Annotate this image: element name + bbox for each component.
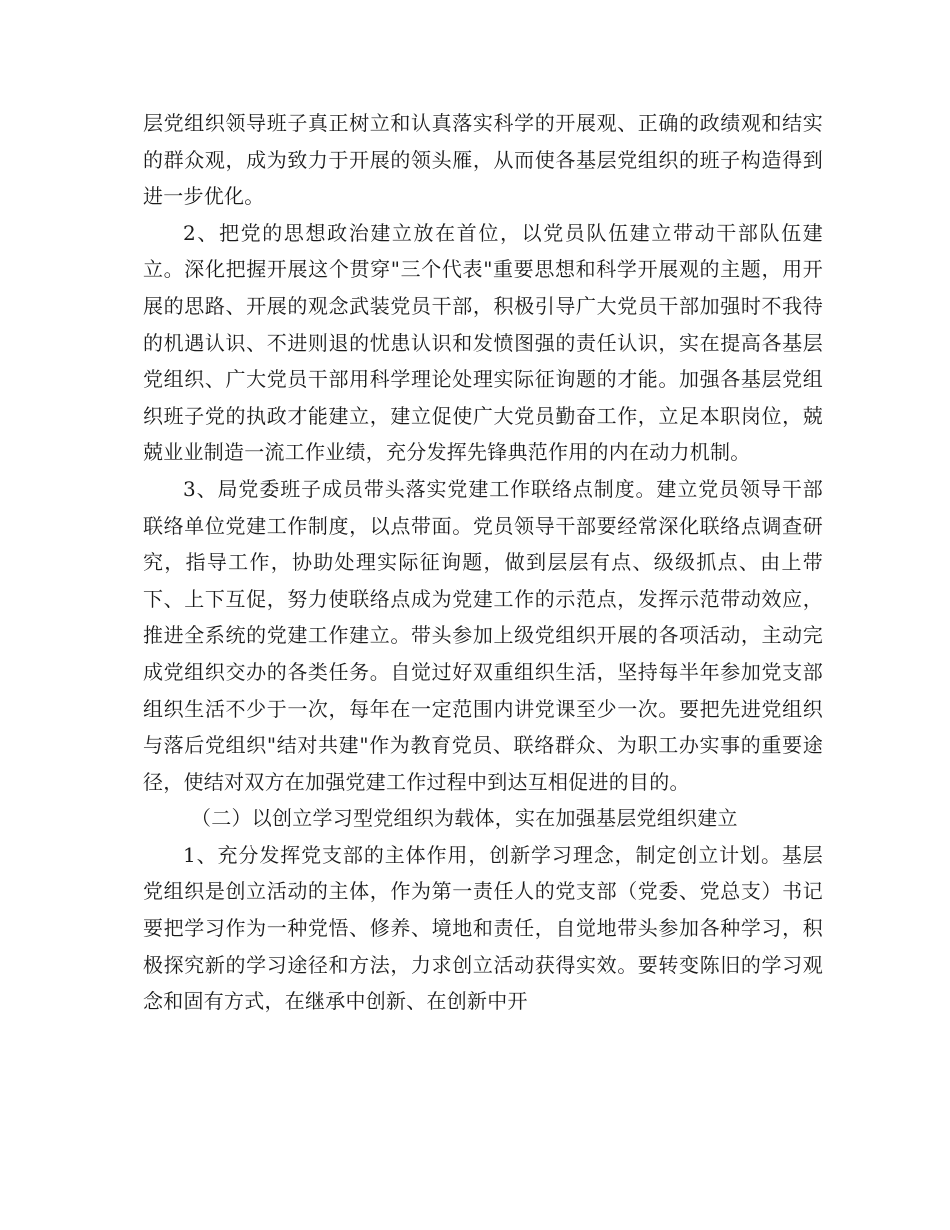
paragraph-continuation: 层党组织领导班子真正树立和认真落实科学的开展观、正确的政绩观和结实的群众观，成为致力于开展的领头雁，从而使各基层党组织的班子构造得到进一步优化。 bbox=[143, 111, 823, 209]
document-body bbox=[143, 105, 823, 1020]
section-heading-2: （二）以创立学习型党组织为载体，实在加强基层党组织建立 bbox=[191, 806, 738, 831]
paragraph-item-3: 3、局党委班子成员带头落实党建工作联络点制度。建立党员领导干部联络单位党建工作制度，以点带面。党员领导干部要经常深化联络点调查研究，指导工作，协助处理实际征询题，做到层层有点、级级抓点、由上带下、上下互促，努力使联络点成为党建工作的示范点，发挥示范带动效应，推进全系统的党建工作建立。带头参加上级党组织开展的各项活动，主动完成党组织交办的各类任务。自觉过好双重组织生活，坚持每半年参加党支部组织生活不少于一次，每年在一定范围内讲党课至少一次。要把先进党组织与落后党组织"结对共建"作为教育党员、联络群众、为职工办实事的重要途径，使结对双方在加强党建工作过程中到达互相促进的目的。 bbox=[143, 476, 823, 794]
paragraph-item-2: 2、把党的思想政治建立放在首位，以党员队伍建立带动干部队伍建立。深化把握开展这个贯穿"三个代表"重要思想和科学开展观的主题，用开展的思路、开展的观念武装党员干部，积极引导广大党员干部加强时不我待的机遇认识、不进则退的忧患认识和发愤图强的责任认识，实在提高各基层党组织、广大党员干部用科学理论处理实际征询题的才能。加强各基层党组织班子党的执政才能建立，建立促使广大党员勤奋工作，立足本职岗位，兢兢业业制造一流工作业绩，充分发挥先锋典范作用的内在动力机制。 bbox=[143, 220, 823, 465]
paragraph-sub-item-1: 1、充分发挥党支部的主体作用，创新学习理念，制定创立计划。基层党组织是创立活动的主体，作为第一责任人的党支部（党委、党总支）书记要把学习作为一种党悟、修养、境地和责任，自觉地带头参加各种学习，积极探究新的学习途径和方法，力求创立活动获得实效。要转变陈旧的学习观念和固有方式，在继承中创新、在创新中开 bbox=[143, 842, 823, 1014]
